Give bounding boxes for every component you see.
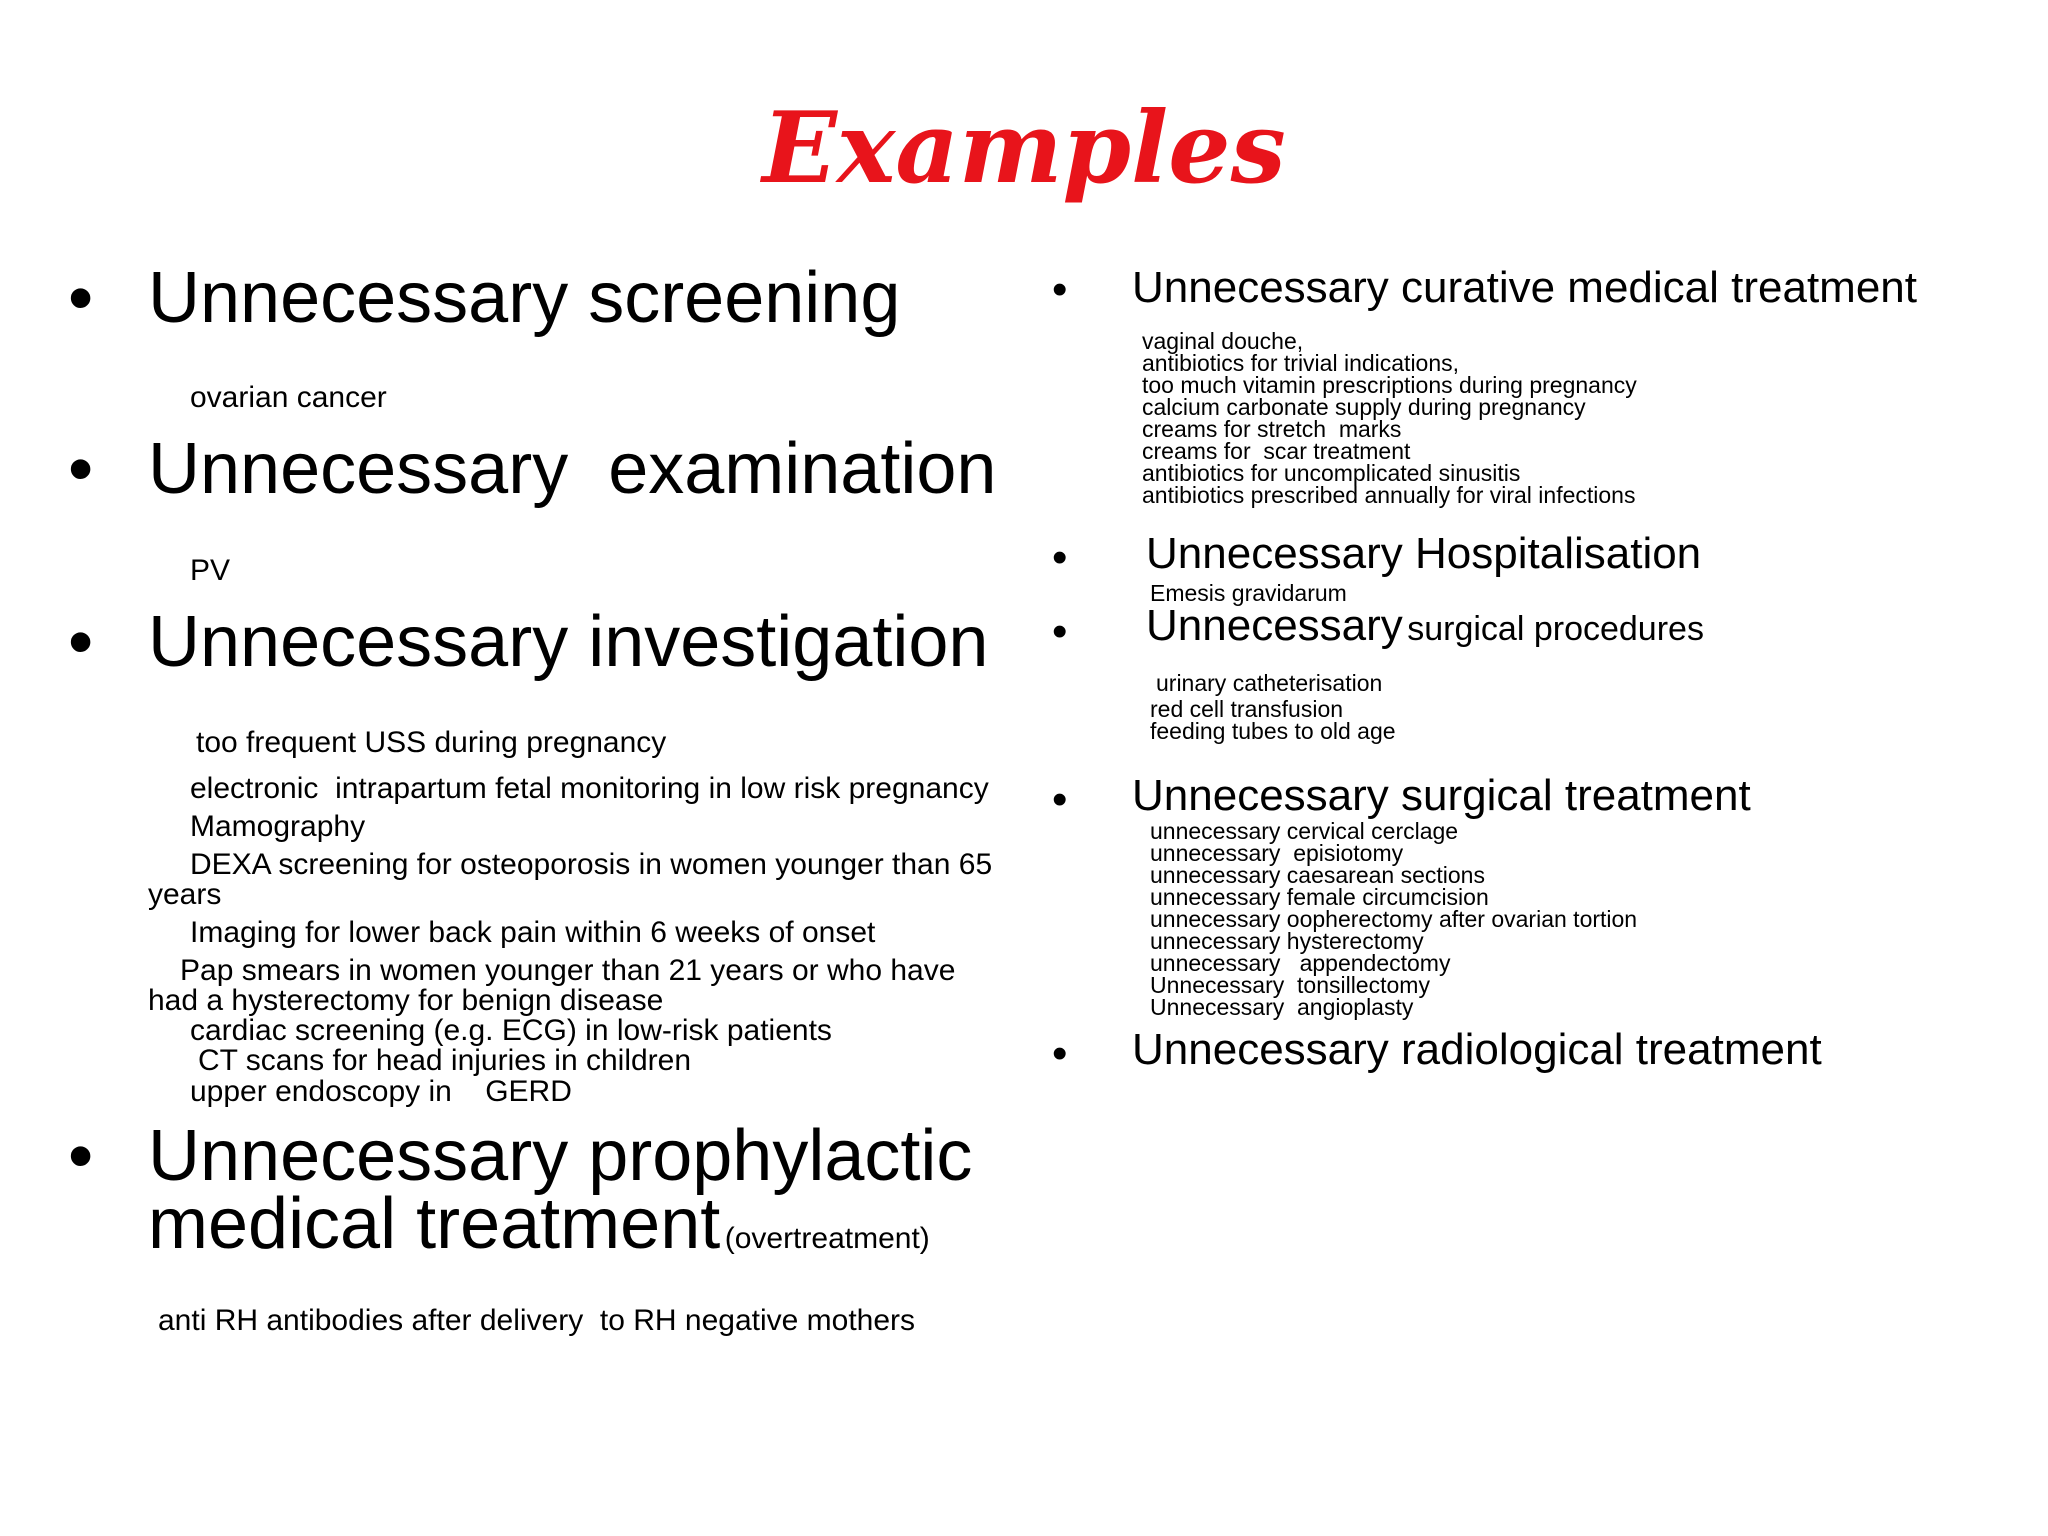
- investigation-item: cardiac screening (e.g. ECG) in low-risk patients: [190, 1014, 832, 1047]
- investigation-item: DEXA screening for osteoporosis in women younger than 65: [190, 848, 993, 881]
- surgical-treatment-item: unnecessary caesarean sections: [1150, 862, 1485, 888]
- investigation-item: Mamography: [190, 810, 366, 843]
- overtreatment-note: (overtreatment): [724, 1222, 930, 1255]
- surgical-treatment-list: [1150, 820, 1637, 1018]
- investigation-item: upper endoscopy in GERD: [190, 1075, 572, 1108]
- investigation-item: years: [148, 878, 222, 911]
- prophylactic-item: anti RH antibodies after delivery to RH negative mothers: [158, 1304, 916, 1337]
- heading-surgical-procedures: [1146, 601, 1704, 650]
- curative-item: antibiotics for uncomplicated sinusitis: [1142, 460, 1521, 486]
- heading-unnecessary-examination: Unnecessary examination: [148, 429, 997, 509]
- surgical-treatment-item: unnecessary cervical cerclage: [1150, 818, 1459, 844]
- heading-unnecessary-screening: Unnecessary screening: [148, 258, 901, 338]
- surgical-treatment-item: Unnecessary angioplasty: [1150, 994, 1414, 1020]
- investigation-item: CT scans for head injuries in children: [198, 1044, 692, 1077]
- curative-item: calcium carbonate supply during pregnancy: [1142, 394, 1586, 420]
- curative-item: antibiotics for trivial indications,: [1142, 350, 1460, 376]
- bullet-dot: •: [1052, 265, 1068, 314]
- hospitalisation-item: Emesis gravidarum: [1150, 580, 1347, 606]
- curative-item: creams for stretch marks: [1142, 416, 1402, 442]
- bullet-dot: •: [68, 602, 94, 682]
- surgical-treatment-item: unnecessary female circumcision: [1150, 884, 1489, 910]
- investigation-item: Imaging for lower back pain within 6 weeks of onset: [190, 916, 876, 949]
- heading-curative-medical-treatment: Unnecessary curative medical treatment: [1132, 263, 1917, 312]
- investigation-item: had a hysterectomy for benign disease: [148, 984, 664, 1017]
- heading-surgical-treatment: Unnecessary surgical treatment: [1132, 771, 1751, 820]
- investigation-item: Pap smears in women younger than 21 years or who have: [180, 954, 956, 987]
- curative-item: antibiotics prescribed annually for viral infections: [1142, 482, 1636, 508]
- heading-unnecessary-investigation: Unnecessary investigation: [148, 602, 989, 682]
- surgical-treatment-item: unnecessary oopherectomy after ovarian tortion: [1150, 906, 1638, 932]
- bullet-dot: •: [1052, 533, 1068, 582]
- surgical-treatment-item: unnecessary appendectomy: [1150, 950, 1451, 976]
- heading-medical-treatment: [148, 1184, 930, 1264]
- slide-title: Examples: [762, 91, 1286, 206]
- surgical-procedure-item: red cell transfusion: [1150, 696, 1344, 722]
- curative-item: vaginal douche,: [1142, 328, 1304, 354]
- heading-radiological-treatment: Unnecessary radiological treatment: [1132, 1025, 1822, 1074]
- heading-surgical-procedures-suffix: surgical procedures: [1407, 610, 1704, 648]
- curative-list: [1142, 330, 1637, 506]
- surgical-treatment-item: Unnecessary tonsillectomy: [1150, 972, 1430, 998]
- bullet-dot: •: [68, 429, 94, 509]
- investigation-item: electronic intrapartum fetal monitoring in low risk pregnancy: [190, 772, 989, 805]
- investigation-item: too frequent USS during pregnancy: [196, 726, 667, 759]
- surgical-procedure-item: urinary catheterisation: [1156, 670, 1383, 696]
- examination-item: PV: [190, 554, 231, 587]
- curative-item: creams for scar treatment: [1142, 438, 1411, 464]
- surgical-treatment-item: unnecessary episiotomy: [1150, 840, 1404, 866]
- surgical-treatment-item: unnecessary hysterectomy: [1150, 928, 1424, 954]
- surgical-procedure-item: feeding tubes to old age: [1150, 718, 1396, 744]
- bullet-dot: •: [1052, 775, 1068, 824]
- heading-hospitalisation: Unnecessary Hospitalisation: [1146, 529, 1702, 578]
- bullet-dot: •: [1052, 1029, 1068, 1078]
- heading-surgical-procedures-prefix: Unnecessary: [1146, 601, 1403, 650]
- heading-medical-treatment-text: medical treatment: [148, 1184, 721, 1264]
- bullet-dot: •: [68, 1116, 94, 1196]
- heading-unnecessary-prophylactic: Unnecessary prophylactic: [148, 1116, 973, 1196]
- bullet-dot: •: [1052, 607, 1068, 656]
- curative-item: too much vitamin prescriptions during pregnancy: [1142, 372, 1637, 398]
- bullet-dot: •: [68, 258, 94, 338]
- screening-item: ovarian cancer: [190, 381, 387, 414]
